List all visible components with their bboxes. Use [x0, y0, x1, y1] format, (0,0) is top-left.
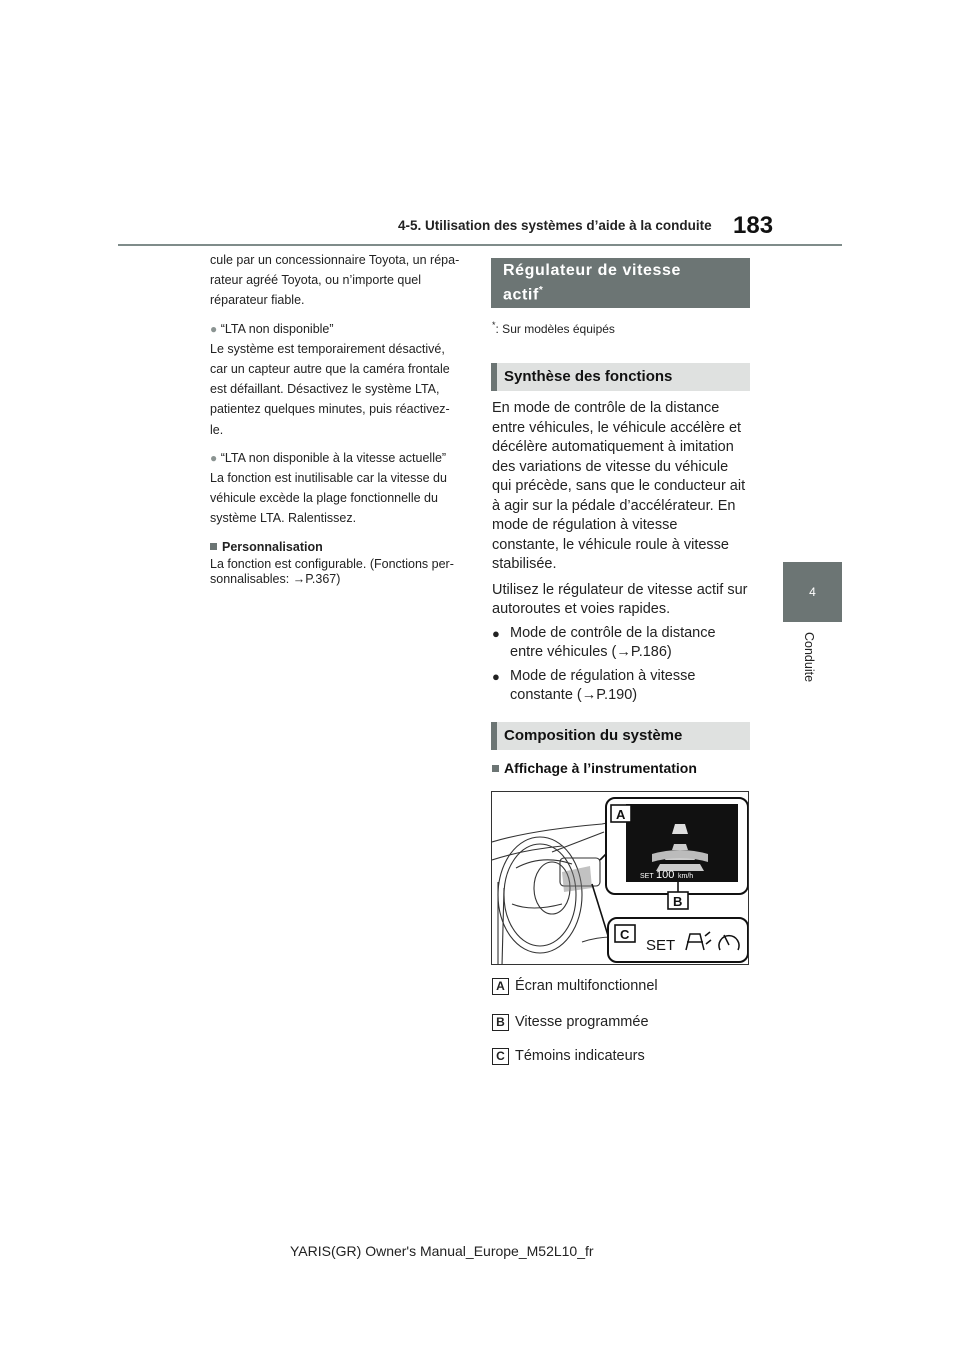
message-item-line: car un capteur autre que la caméra frontale	[210, 362, 450, 377]
page-number: 183	[733, 212, 774, 239]
text-line: autoroutes et voies rapides.	[492, 601, 671, 617]
legend-item-b	[492, 1012, 649, 1032]
text-line: entre véhicules (→P.186)	[510, 644, 672, 660]
dashboard-drawing	[492, 792, 749, 965]
manual-footer: YARIS(GR) Owner's Manual_Europe_M52L10_fr	[290, 1243, 594, 1259]
mode-list-item	[492, 624, 750, 663]
customization-title: Personnalisation	[210, 537, 468, 557]
callout-label-c: C	[620, 927, 630, 942]
chapter-tab-label: Conduite	[802, 632, 816, 683]
square-bullet-icon	[492, 765, 499, 772]
message-item-line: système LTA. Ralentissez.	[210, 511, 357, 526]
message-item-line: La fonction est inutilisable car la vitesse du	[210, 471, 447, 486]
synthesis-heading: Synthèse des fonctions	[491, 363, 750, 391]
banner-line: Régulateur de vitesse	[503, 262, 681, 279]
footnote: *: Sur modèles équipés	[492, 320, 615, 336]
message-item-line: le.	[210, 422, 224, 437]
circle-bullet-icon: ●	[210, 321, 218, 336]
message-item-line: est défaillant. Désactivez le système LTA,	[210, 382, 440, 397]
message-item-line: véhicule excède la plage fonctionnelle du	[210, 491, 438, 506]
header-divider	[118, 244, 842, 246]
text-line: décélère automatiquement à imitation	[492, 439, 734, 455]
text-line: des variations de vitesse du véhicule	[492, 458, 729, 475]
instrument-cluster-illustration	[491, 791, 749, 965]
circle-bullet-icon: ●	[210, 450, 218, 465]
text-line: En mode de contrôle de la distance	[492, 400, 720, 416]
legend-text: Écran multifonctionnel	[515, 978, 658, 994]
legend-text: Témoins indicateurs	[515, 1048, 645, 1064]
legend-text: Vitesse programmée	[515, 1014, 649, 1030]
customization-line: sonnalisables: →P.367)	[210, 571, 341, 586]
customization-line: La fonction est configurable. (Fonctions per-	[210, 556, 454, 571]
instrument-display-subheading: Affichage à l’instrumentation	[492, 760, 697, 776]
square-bullet-icon	[210, 543, 217, 550]
main-section-banner	[491, 258, 750, 308]
legend-item-c	[492, 1046, 645, 1066]
legend-key: A	[492, 978, 509, 995]
set-speed-value: 100	[656, 869, 675, 881]
set-speed-unit: km/h	[678, 873, 694, 880]
text-line: Mode de contrôle de la distance	[510, 624, 716, 641]
text-line: Utilisez le régulateur de vitesse actif sur	[492, 581, 748, 598]
left-column	[210, 250, 468, 587]
text-line: constante, le véhicule roule à vitesse	[492, 536, 729, 553]
intro-line: rateur agréé Toyota, ou n’importe quel	[210, 273, 422, 288]
message-item-title: ● “LTA non disponible”	[210, 321, 334, 336]
composition-heading: Composition du système	[491, 722, 750, 750]
message-item-line: Le système est temporairement désactivé,	[210, 341, 445, 356]
chapter-tab-number: 4	[783, 562, 842, 622]
intro-line: réparateur fiable.	[210, 293, 305, 308]
mode-list-item	[492, 667, 750, 706]
message-item-title: ● “LTA non disponible à la vitesse actuelle”	[210, 450, 447, 465]
legend-key: C	[492, 1048, 509, 1065]
message-item-line: patientez quelques minutes, puis réactivez-	[210, 402, 450, 417]
text-line: Mode de régulation à vitesse	[510, 667, 696, 684]
section-title: 4-5. Utilisation des systèmes d’aide à la conduite	[398, 218, 712, 233]
text-line: entre véhicules, le véhicule accélère et	[492, 419, 742, 436]
banner-line: actif*	[503, 285, 544, 304]
text-line: à agir sur la pédale d’accélérateur. En	[492, 497, 736, 514]
text-line: constante (→P.190)	[510, 687, 638, 703]
set-speed-label: SET	[640, 873, 654, 880]
text-line: stabilisée.	[492, 556, 557, 572]
legend-key: B	[492, 1014, 509, 1031]
bullet-icon: ●	[492, 668, 500, 684]
bullet-icon: ●	[492, 625, 500, 641]
text-line: mode de régulation à vitesse	[492, 517, 678, 533]
synthesis-paragraph	[492, 399, 750, 706]
text-line: qui précède, sans que le conducteur ait	[492, 478, 746, 494]
legend-item-a	[492, 976, 658, 996]
set-indicator: SET	[646, 937, 676, 954]
intro-line: cule par un concessionnaire Toyota, un répa-	[210, 253, 460, 267]
callout-label-a: A	[616, 807, 626, 822]
callout-label-b: B	[673, 894, 683, 909]
